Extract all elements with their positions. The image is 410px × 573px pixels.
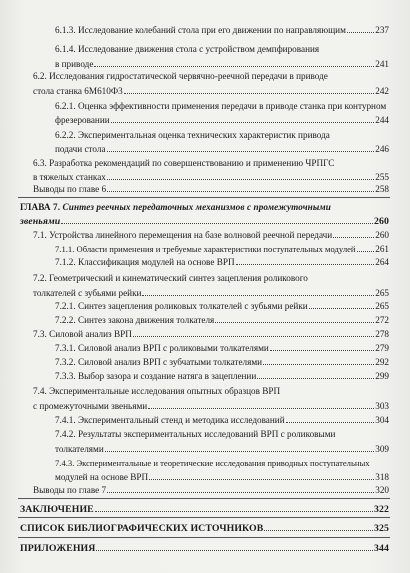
toc-leader-dots: [133, 328, 374, 337]
toc-leader-dots: [96, 542, 373, 551]
toc-entry-title: 6.2.1. Оценка эффективности применения передачи в приводе станка при контурном: [55, 101, 387, 111]
toc-entry: [55, 443, 389, 455]
toc-leader-dots: [309, 300, 375, 309]
toc-leader-dots: [107, 484, 374, 493]
toc-entry-title: 7.1. Устройства линейного перемещения на базе волновой реечной передачи: [33, 230, 333, 240]
toc-page-number: 242: [375, 86, 389, 96]
toc-entry-title: 7.3. Силовой анализ ВРП: [33, 329, 132, 339]
toc-page-number: 325: [374, 523, 389, 534]
toc-entry-continuation: с промежуточными звеньями: [33, 401, 148, 411]
toc-entry-title: 7.2.1. Синтез зацепления роликовых толкателей с зубьями рейки: [55, 301, 308, 311]
toc-leader-dots: [95, 503, 373, 512]
toc-entry: [20, 522, 389, 535]
toc-entry: [33, 484, 389, 496]
toc-entry-title: 6.3. Разработка рекомендаций по совершенствованию и применению ЧРПГС: [33, 158, 335, 168]
toc-page-number: 299: [375, 371, 389, 381]
toc-page-number: 261: [375, 244, 389, 254]
toc-page-number: 320: [375, 485, 389, 495]
toc-entry: [33, 85, 389, 97]
toc-entry-title: Выводы по главе 6: [33, 184, 107, 194]
toc-page-number: 265: [375, 301, 389, 311]
toc-entry-title: 7.3.3. Выбор зазора и создание натяга в зацеплении: [55, 371, 257, 381]
toc-leader-dots: [357, 243, 375, 252]
toc-page-number: 258: [375, 184, 389, 194]
toc-entry: [20, 215, 389, 228]
toc-entry: [20, 503, 389, 516]
toc-leader-dots: [236, 256, 375, 265]
toc-page-number: 272: [375, 315, 389, 325]
toc-page-number: 322: [374, 504, 389, 515]
toc-entry: [33, 287, 389, 299]
toc-leader-dots: [264, 522, 373, 531]
toc-leader-dots: [257, 370, 374, 379]
toc-entry-title: 7.3.1. Силовой анализ ВРП с роликовыми толкателями: [55, 343, 269, 353]
toc-page-number: 260: [375, 230, 389, 240]
toc-entry: [55, 256, 389, 268]
chapter-number: ГЛАВА 7.: [20, 202, 61, 212]
toc-entry: [55, 314, 389, 326]
toc-page-number: 278: [375, 329, 389, 339]
toc-entry-title: 7.1.1. Области применения и требуемые характеристики поступательных модулей: [55, 244, 356, 254]
toc-leader-dots: [142, 287, 374, 296]
toc-entry: [55, 243, 389, 255]
toc-entry: [33, 183, 389, 195]
toc-entry: [20, 542, 389, 555]
toc-leader-dots: [149, 471, 374, 480]
toc-entry-title: 7.4.2. Результаты экспериментальных исследований ВРП с роликовыми: [55, 429, 336, 439]
toc-page-number: 237: [375, 25, 389, 35]
toc-entry-title: 7.3.2. Силовой анализ ВРП с зубчатыми толкателями: [55, 357, 263, 367]
toc-entry: [55, 471, 389, 483]
toc-page-number: 318: [375, 472, 389, 482]
toc-entry: [55, 370, 389, 382]
toc-leader-dots: [270, 342, 374, 351]
toc-leader-dots: [105, 443, 374, 452]
section-divider: [18, 517, 390, 518]
toc-leader-dots: [347, 24, 374, 33]
toc-entry: [55, 414, 389, 426]
toc-entry-title: 6.2. Исследования гидростатической червячно-реечной передачи в приводе: [33, 71, 328, 81]
toc-entry-continuation: звеньями: [20, 216, 61, 227]
toc-entry: [33, 400, 389, 412]
toc-entry-title: 6.1.3. Исследование колебаний стола при его движении по направляющим: [55, 25, 346, 35]
toc-page-number: 303: [375, 401, 389, 411]
toc-entry-title: 7.1.2. Классификация модулей на основе ВРП: [55, 257, 235, 267]
toc-entry-title: Выводы по главе 7: [33, 485, 107, 495]
toc-page-number: 260: [374, 216, 389, 227]
toc-page-number: 244: [375, 115, 389, 125]
toc-entry: [55, 342, 389, 354]
toc-page-number: 344: [374, 543, 389, 554]
toc-entry-title: 7.4.1. Экспериментальный стенд и методика исследований: [55, 415, 285, 425]
toc-entry-continuation: толкателями: [55, 444, 104, 454]
toc-leader-dots: [333, 229, 374, 238]
section-divider: [18, 537, 390, 538]
toc-entry-title: 6.1.4. Исследование движения стола с устройством демпфирования: [55, 44, 320, 54]
toc-entry: [33, 171, 389, 183]
toc-entry: [55, 114, 389, 126]
toc-entry-title: СПИСОК БИБЛИОГРАФИЧЕСКИХ ИСТОЧНИКОВ: [20, 523, 264, 534]
toc-page-number: 246: [375, 144, 389, 154]
toc-entry-continuation: фрезеровании: [55, 115, 110, 125]
toc-leader-dots: [107, 143, 375, 152]
toc-leader-dots: [263, 356, 374, 365]
toc-entry-continuation: подачи стола: [55, 144, 106, 154]
toc-entry: [55, 143, 389, 155]
toc-entry-title: 7.2.2. Синтез закона движения толкателя: [55, 315, 215, 325]
toc-page-number: 309: [375, 444, 389, 454]
toc-page-number: 279: [375, 343, 389, 353]
toc-entry-title: ПРИЛОЖЕНИЯ: [20, 543, 96, 554]
toc-entry: [33, 328, 389, 340]
toc-leader-dots: [148, 400, 374, 409]
toc-leader-dots: [107, 171, 374, 180]
toc-page-number: 255: [375, 172, 389, 182]
toc-entry-continuation: толкателей с зубьями рейки: [33, 288, 142, 298]
toc-entry-continuation: модулей на основе ВРП: [55, 472, 149, 482]
toc-entry-title: 6.2.2. Экспериментальная оценка технических характеристик привода: [55, 130, 330, 140]
toc-entry: [33, 229, 389, 241]
toc-page-number: 264: [375, 257, 389, 267]
toc-entry: [55, 24, 389, 36]
chapter-heading: [20, 201, 331, 213]
toc-leader-dots: [286, 414, 375, 423]
toc-leader-dots: [94, 58, 374, 67]
toc-leader-dots: [215, 314, 374, 323]
toc-page-number: 304: [375, 415, 389, 425]
toc-entry-continuation: стола станка 6М610Ф3: [33, 86, 123, 96]
toc-leader-dots: [111, 114, 375, 123]
toc-entry: [55, 356, 389, 368]
toc-page-number: 241: [375, 59, 389, 69]
toc-entry: [55, 58, 389, 70]
toc-entry-continuation: в тяжелых станках: [33, 172, 106, 182]
toc-page-number: 265: [375, 288, 389, 298]
toc-page-number: 292: [375, 357, 389, 367]
toc-entry-title: 7.4.3. Экспериментальные и теоретические исследования приводных поступательных: [55, 458, 370, 468]
toc-leader-dots: [107, 183, 374, 192]
toc-leader-dots: [124, 85, 375, 94]
chapter-title: Синтез реечных передаточных механизмов с промежуточными: [60, 202, 331, 212]
toc-leader-dots: [61, 215, 373, 224]
section-divider: [18, 197, 390, 198]
toc-entry-title: 7.2. Геометрический и кинематический синтез зацепления роликового: [33, 273, 308, 283]
toc-entry-continuation: в приводе: [55, 59, 94, 69]
toc-entry: [55, 300, 389, 312]
toc-entry-title: 7.4. Экспериментальные исследования опытных образцов ВРП: [33, 386, 281, 396]
section-divider: [18, 498, 390, 499]
toc-entry-title: ЗАКЛЮЧЕНИЕ: [20, 504, 94, 515]
